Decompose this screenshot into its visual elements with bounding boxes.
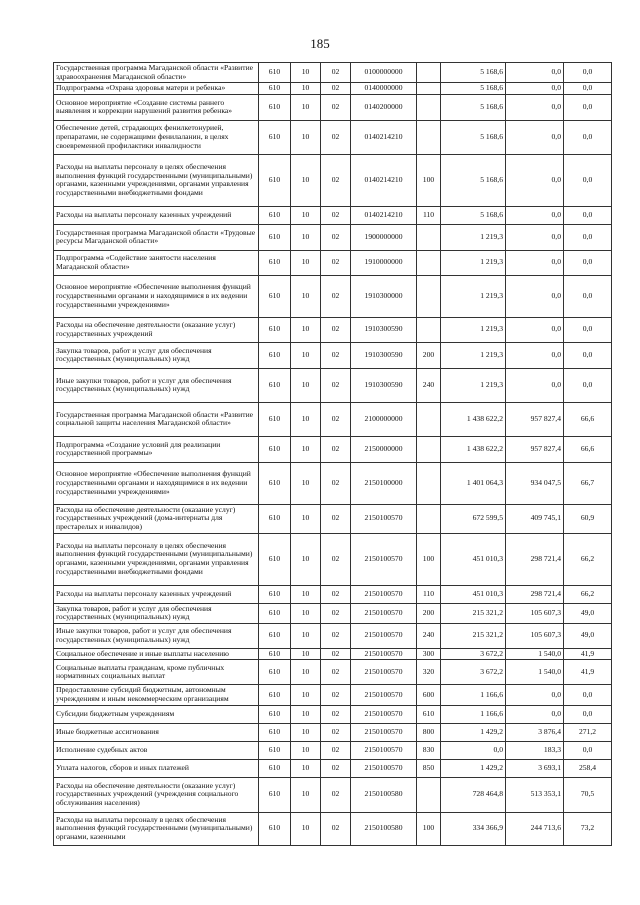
table-row bbox=[54, 648, 612, 660]
cell-sub: 02 bbox=[321, 402, 351, 436]
cell-amount: 451 010,3 bbox=[441, 533, 506, 585]
table-row bbox=[54, 685, 612, 705]
cell-sec: 10 bbox=[291, 402, 321, 436]
cell-amount: 1 401 064,3 bbox=[441, 462, 506, 504]
cell-pct: 271,2 bbox=[564, 723, 612, 741]
cell-name: Государственная программа Магаданской области «Трудовые ресурсы Магаданской области» bbox=[54, 224, 259, 250]
cell-sub: 02 bbox=[321, 603, 351, 623]
cell-gr: 610 bbox=[259, 741, 291, 759]
cell-type: 800 bbox=[417, 723, 441, 741]
cell-sub: 02 bbox=[321, 648, 351, 660]
cell-name: Закупка товаров, работ и услуг для обеспечения государственных (муниципальных) нужд bbox=[54, 603, 259, 623]
cell-type: 240 bbox=[417, 368, 441, 402]
cell-sec: 10 bbox=[291, 250, 321, 275]
cell-pct: 41,9 bbox=[564, 648, 612, 660]
cell-name: Расходы на выплаты персоналу в целях обеспечения выполнения функций государственными (муниципальными) органами, казенными учреждениями, органами управления государственными внебюджетными фондами bbox=[54, 154, 259, 206]
cell-type: 320 bbox=[417, 660, 441, 685]
cell-gr: 610 bbox=[259, 317, 291, 342]
table-row bbox=[54, 342, 612, 368]
cell-sub: 02 bbox=[321, 317, 351, 342]
cell-pct: 66,6 bbox=[564, 402, 612, 436]
cell-gr: 610 bbox=[259, 685, 291, 705]
cell-name: Иные закупки товаров, работ и услуг для обеспечения государственных (муниципальных) нужд bbox=[54, 368, 259, 402]
cell-gr: 610 bbox=[259, 94, 291, 120]
cell-type bbox=[417, 317, 441, 342]
cell-type: 600 bbox=[417, 685, 441, 705]
cell-type bbox=[417, 504, 441, 533]
cell-sec: 10 bbox=[291, 154, 321, 206]
cell-name: Подпрограмма «Создание условий для реализации государственной программы» bbox=[54, 436, 259, 462]
cell-pct: 70,5 bbox=[564, 777, 612, 812]
table-row bbox=[54, 603, 612, 623]
cell-exec: 0,0 bbox=[506, 83, 564, 95]
table-row bbox=[54, 462, 612, 504]
cell-exec: 957 827,4 bbox=[506, 436, 564, 462]
cell-sec: 10 bbox=[291, 206, 321, 224]
table-row bbox=[54, 533, 612, 585]
cell-code: 2150000000 bbox=[351, 436, 417, 462]
cell-code: 1910300000 bbox=[351, 275, 417, 317]
cell-pct: 0,0 bbox=[564, 342, 612, 368]
cell-name: Субсидии бюджетным учреждениям bbox=[54, 705, 259, 723]
table-row bbox=[54, 83, 612, 95]
cell-gr: 610 bbox=[259, 812, 291, 845]
cell-sec: 10 bbox=[291, 504, 321, 533]
cell-code: 1910300590 bbox=[351, 342, 417, 368]
cell-amount: 1 219,3 bbox=[441, 224, 506, 250]
cell-sec: 10 bbox=[291, 83, 321, 95]
cell-sub: 02 bbox=[321, 533, 351, 585]
cell-pct: 0,0 bbox=[564, 741, 612, 759]
cell-amount: 1 429,2 bbox=[441, 759, 506, 777]
cell-gr: 610 bbox=[259, 648, 291, 660]
cell-code: 0140214210 bbox=[351, 206, 417, 224]
cell-code: 2150100570 bbox=[351, 648, 417, 660]
cell-pct: 0,0 bbox=[564, 154, 612, 206]
cell-gr: 610 bbox=[259, 402, 291, 436]
cell-sec: 10 bbox=[291, 741, 321, 759]
cell-pct: 0,0 bbox=[564, 368, 612, 402]
cell-sub: 02 bbox=[321, 154, 351, 206]
cell-sec: 10 bbox=[291, 685, 321, 705]
cell-exec: 3 693,1 bbox=[506, 759, 564, 777]
cell-code: 1910300590 bbox=[351, 317, 417, 342]
cell-sec: 10 bbox=[291, 120, 321, 154]
cell-sub: 02 bbox=[321, 660, 351, 685]
cell-code: 2150100570 bbox=[351, 741, 417, 759]
table-row bbox=[54, 660, 612, 685]
cell-sub: 02 bbox=[321, 275, 351, 317]
cell-sec: 10 bbox=[291, 224, 321, 250]
cell-gr: 610 bbox=[259, 275, 291, 317]
cell-gr: 610 bbox=[259, 623, 291, 648]
cell-type: 100 bbox=[417, 812, 441, 845]
cell-name: Расходы на выплаты персоналу казенных учреждений bbox=[54, 585, 259, 603]
cell-gr: 610 bbox=[259, 759, 291, 777]
cell-pct: 0,0 bbox=[564, 275, 612, 317]
cell-pct: 0,0 bbox=[564, 317, 612, 342]
cell-code: 2150100570 bbox=[351, 585, 417, 603]
cell-sec: 10 bbox=[291, 533, 321, 585]
cell-amount: 1 166,6 bbox=[441, 705, 506, 723]
cell-amount: 1 438 622,2 bbox=[441, 402, 506, 436]
cell-exec: 3 876,4 bbox=[506, 723, 564, 741]
cell-sec: 10 bbox=[291, 342, 321, 368]
cell-type: 110 bbox=[417, 206, 441, 224]
table-row bbox=[54, 402, 612, 436]
cell-name: Расходы на обеспечение деятельности (оказание услуг) государственных учреждений (дома-интернаты для престарелых и инвалидов) bbox=[54, 504, 259, 533]
cell-gr: 610 bbox=[259, 63, 291, 83]
cell-code: 2150100570 bbox=[351, 759, 417, 777]
cell-pct: 0,0 bbox=[564, 83, 612, 95]
cell-pct: 66,6 bbox=[564, 436, 612, 462]
cell-exec: 957 827,4 bbox=[506, 402, 564, 436]
cell-gr: 610 bbox=[259, 705, 291, 723]
cell-code: 2150100570 bbox=[351, 504, 417, 533]
cell-code: 0140000000 bbox=[351, 83, 417, 95]
cell-type: 850 bbox=[417, 759, 441, 777]
table-row bbox=[54, 224, 612, 250]
cell-type bbox=[417, 94, 441, 120]
cell-name: Предоставление субсидий бюджетным, автономным учреждениям и иным некоммерческим организациям bbox=[54, 685, 259, 705]
cell-sec: 10 bbox=[291, 436, 321, 462]
cell-exec: 0,0 bbox=[506, 342, 564, 368]
table-row bbox=[54, 63, 612, 83]
cell-type: 300 bbox=[417, 648, 441, 660]
cell-gr: 610 bbox=[259, 462, 291, 504]
cell-pct: 49,0 bbox=[564, 603, 612, 623]
cell-sec: 10 bbox=[291, 603, 321, 623]
cell-amount: 215 321,2 bbox=[441, 623, 506, 648]
cell-amount: 1 219,3 bbox=[441, 275, 506, 317]
cell-name: Основное мероприятие «Создание системы раннего выявления и коррекции нарушений развития ребенка» bbox=[54, 94, 259, 120]
table-row bbox=[54, 317, 612, 342]
table-row bbox=[54, 94, 612, 120]
cell-sec: 10 bbox=[291, 777, 321, 812]
cell-name: Закупка товаров, работ и услуг для обеспечения государственных (муниципальных) нужд bbox=[54, 342, 259, 368]
table-row bbox=[54, 623, 612, 648]
table-row bbox=[54, 120, 612, 154]
cell-sub: 02 bbox=[321, 705, 351, 723]
page-number: 185 bbox=[310, 36, 330, 51]
cell-amount: 5 168,6 bbox=[441, 154, 506, 206]
cell-exec: 0,0 bbox=[506, 685, 564, 705]
cell-amount: 1 438 622,2 bbox=[441, 436, 506, 462]
cell-amount: 1 429,2 bbox=[441, 723, 506, 741]
cell-name: Социальное обеспечение и иные выплаты населению bbox=[54, 648, 259, 660]
cell-gr: 610 bbox=[259, 777, 291, 812]
table-row bbox=[54, 723, 612, 741]
cell-pct: 0,0 bbox=[564, 705, 612, 723]
cell-type: 240 bbox=[417, 623, 441, 648]
cell-amount: 728 464,8 bbox=[441, 777, 506, 812]
cell-exec: 105 607,3 bbox=[506, 623, 564, 648]
cell-sub: 02 bbox=[321, 685, 351, 705]
cell-name: Исполнение судебных актов bbox=[54, 741, 259, 759]
cell-amount: 0,0 bbox=[441, 741, 506, 759]
cell-type bbox=[417, 777, 441, 812]
cell-type: 830 bbox=[417, 741, 441, 759]
cell-gr: 610 bbox=[259, 660, 291, 685]
table-row bbox=[54, 812, 612, 845]
cell-type bbox=[417, 83, 441, 95]
cell-type bbox=[417, 275, 441, 317]
cell-sub: 02 bbox=[321, 759, 351, 777]
cell-amount: 3 672,2 bbox=[441, 660, 506, 685]
cell-pct: 66,7 bbox=[564, 462, 612, 504]
cell-sub: 02 bbox=[321, 504, 351, 533]
cell-sub: 02 bbox=[321, 812, 351, 845]
cell-name: Подпрограмма «Содействие занятости населения Магаданской области» bbox=[54, 250, 259, 275]
cell-type bbox=[417, 402, 441, 436]
cell-code: 2150100570 bbox=[351, 705, 417, 723]
cell-type bbox=[417, 436, 441, 462]
cell-name: Расходы на обеспечение деятельности (оказание услуг) государственных учреждений bbox=[54, 317, 259, 342]
cell-sub: 02 bbox=[321, 436, 351, 462]
cell-type: 100 bbox=[417, 154, 441, 206]
cell-exec: 934 047,5 bbox=[506, 462, 564, 504]
table-row bbox=[54, 275, 612, 317]
cell-amount: 334 366,9 bbox=[441, 812, 506, 845]
cell-amount: 5 168,6 bbox=[441, 206, 506, 224]
cell-exec: 0,0 bbox=[506, 368, 564, 402]
cell-gr: 610 bbox=[259, 504, 291, 533]
cell-name: Основное мероприятие «Обеспечение выполнения функций государственными органами и находящимися в их ведении государственными учреждениями» bbox=[54, 462, 259, 504]
cell-code: 2150100000 bbox=[351, 462, 417, 504]
cell-sec: 10 bbox=[291, 660, 321, 685]
cell-gr: 610 bbox=[259, 206, 291, 224]
cell-code: 0140200000 bbox=[351, 94, 417, 120]
cell-type: 100 bbox=[417, 533, 441, 585]
cell-amount: 1 219,3 bbox=[441, 342, 506, 368]
cell-amount: 1 219,3 bbox=[441, 368, 506, 402]
cell-exec: 513 353,1 bbox=[506, 777, 564, 812]
cell-code: 2150100570 bbox=[351, 660, 417, 685]
cell-sub: 02 bbox=[321, 623, 351, 648]
cell-sec: 10 bbox=[291, 623, 321, 648]
cell-name: Подпрограмма «Охрана здоровья матери и ребенка» bbox=[54, 83, 259, 95]
cell-pct: 41,9 bbox=[564, 660, 612, 685]
cell-name: Обеспечение детей, страдающих фенилкетонурией, препаратами, не содержащими фенилаланин, в целях своевременной профилактики инвалидности bbox=[54, 120, 259, 154]
cell-type bbox=[417, 63, 441, 83]
cell-exec: 244 713,6 bbox=[506, 812, 564, 845]
cell-sub: 02 bbox=[321, 63, 351, 83]
cell-amount: 1 166,6 bbox=[441, 685, 506, 705]
cell-pct: 0,0 bbox=[564, 206, 612, 224]
cell-sub: 02 bbox=[321, 585, 351, 603]
cell-pct: 49,0 bbox=[564, 623, 612, 648]
cell-exec: 0,0 bbox=[506, 705, 564, 723]
cell-exec: 0,0 bbox=[506, 317, 564, 342]
cell-amount: 451 010,3 bbox=[441, 585, 506, 603]
cell-name: Расходы на обеспечение деятельности (оказание услуг) государственных учреждений (учреждения социального обслуживания населения) bbox=[54, 777, 259, 812]
cell-name: Уплата налогов, сборов и иных платежей bbox=[54, 759, 259, 777]
table-row bbox=[54, 741, 612, 759]
cell-gr: 610 bbox=[259, 224, 291, 250]
cell-amount: 215 321,2 bbox=[441, 603, 506, 623]
cell-amount: 672 599,5 bbox=[441, 504, 506, 533]
cell-sub: 02 bbox=[321, 206, 351, 224]
cell-exec: 298 721,4 bbox=[506, 585, 564, 603]
table-row bbox=[54, 154, 612, 206]
cell-sub: 02 bbox=[321, 368, 351, 402]
cell-type: 200 bbox=[417, 342, 441, 368]
cell-pct: 0,0 bbox=[564, 63, 612, 83]
cell-pct: 66,2 bbox=[564, 533, 612, 585]
cell-pct: 0,0 bbox=[564, 685, 612, 705]
cell-pct: 66,2 bbox=[564, 585, 612, 603]
cell-exec: 0,0 bbox=[506, 206, 564, 224]
table-row bbox=[54, 368, 612, 402]
cell-sub: 02 bbox=[321, 777, 351, 812]
cell-pct: 73,2 bbox=[564, 812, 612, 845]
cell-amount: 5 168,6 bbox=[441, 63, 506, 83]
cell-exec: 183,3 bbox=[506, 741, 564, 759]
cell-pct: 0,0 bbox=[564, 94, 612, 120]
cell-gr: 610 bbox=[259, 120, 291, 154]
cell-gr: 610 bbox=[259, 436, 291, 462]
cell-code: 1910300590 bbox=[351, 368, 417, 402]
cell-sec: 10 bbox=[291, 723, 321, 741]
cell-sec: 10 bbox=[291, 812, 321, 845]
cell-sec: 10 bbox=[291, 648, 321, 660]
cell-exec: 0,0 bbox=[506, 63, 564, 83]
cell-type bbox=[417, 224, 441, 250]
cell-amount: 5 168,6 bbox=[441, 120, 506, 154]
cell-sec: 10 bbox=[291, 462, 321, 504]
cell-amount: 3 672,2 bbox=[441, 648, 506, 660]
cell-code: 2100000000 bbox=[351, 402, 417, 436]
cell-type: 200 bbox=[417, 603, 441, 623]
cell-sec: 10 bbox=[291, 705, 321, 723]
cell-code: 0100000000 bbox=[351, 63, 417, 83]
cell-code: 2150100570 bbox=[351, 623, 417, 648]
cell-sec: 10 bbox=[291, 94, 321, 120]
cell-type: 110 bbox=[417, 585, 441, 603]
cell-exec: 1 540,0 bbox=[506, 660, 564, 685]
cell-sub: 02 bbox=[321, 741, 351, 759]
cell-name: Иные закупки товаров, работ и услуг для обеспечения государственных (муниципальных) нужд bbox=[54, 623, 259, 648]
table-row bbox=[54, 206, 612, 224]
cell-sub: 02 bbox=[321, 342, 351, 368]
cell-sub: 02 bbox=[321, 120, 351, 154]
cell-exec: 0,0 bbox=[506, 224, 564, 250]
cell-code: 2150100570 bbox=[351, 685, 417, 705]
cell-exec: 298 721,4 bbox=[506, 533, 564, 585]
cell-sub: 02 bbox=[321, 83, 351, 95]
cell-gr: 610 bbox=[259, 154, 291, 206]
cell-pct: 258,4 bbox=[564, 759, 612, 777]
cell-sec: 10 bbox=[291, 368, 321, 402]
cell-sub: 02 bbox=[321, 462, 351, 504]
cell-amount: 1 219,3 bbox=[441, 317, 506, 342]
cell-gr: 610 bbox=[259, 83, 291, 95]
cell-exec: 409 745,1 bbox=[506, 504, 564, 533]
cell-amount: 5 168,6 bbox=[441, 94, 506, 120]
cell-sub: 02 bbox=[321, 224, 351, 250]
cell-gr: 610 bbox=[259, 533, 291, 585]
cell-name: Государственная программа Магаданской области «Развитие социальной защиты населения Магаданской области» bbox=[54, 402, 259, 436]
cell-pct: 60,9 bbox=[564, 504, 612, 533]
table-row bbox=[54, 504, 612, 533]
cell-name: Расходы на выплаты персоналу казенных учреждений bbox=[54, 206, 259, 224]
cell-exec: 105 607,3 bbox=[506, 603, 564, 623]
cell-code: 2150100570 bbox=[351, 603, 417, 623]
cell-type bbox=[417, 462, 441, 504]
cell-code: 2150100570 bbox=[351, 533, 417, 585]
cell-name: Расходы на выплаты персоналу в целях обеспечения выполнения функций государственными (муниципальными) органами, казенными bbox=[54, 812, 259, 845]
cell-sub: 02 bbox=[321, 94, 351, 120]
cell-pct: 0,0 bbox=[564, 120, 612, 154]
table-row bbox=[54, 436, 612, 462]
cell-gr: 610 bbox=[259, 368, 291, 402]
table-row bbox=[54, 759, 612, 777]
cell-name: Социальные выплаты гражданам, кроме публичных нормативных социальных выплат bbox=[54, 660, 259, 685]
cell-type: 610 bbox=[417, 705, 441, 723]
cell-name: Расходы на выплаты персоналу в целях обеспечения выполнения функций государственными (муниципальными) органами, казенными учреждениями, органами управления государственными внебюджетными фондами bbox=[54, 533, 259, 585]
table-row bbox=[54, 585, 612, 603]
table-row bbox=[54, 777, 612, 812]
cell-gr: 610 bbox=[259, 723, 291, 741]
budget-table bbox=[53, 62, 612, 846]
cell-exec: 1 540,0 bbox=[506, 648, 564, 660]
cell-exec: 0,0 bbox=[506, 275, 564, 317]
cell-exec: 0,0 bbox=[506, 94, 564, 120]
cell-gr: 610 bbox=[259, 342, 291, 368]
cell-code: 1900000000 bbox=[351, 224, 417, 250]
cell-code: 2150100580 bbox=[351, 812, 417, 845]
cell-type bbox=[417, 120, 441, 154]
cell-pct: 0,0 bbox=[564, 224, 612, 250]
cell-code: 0140214210 bbox=[351, 120, 417, 154]
table-row bbox=[54, 250, 612, 275]
cell-amount: 1 219,3 bbox=[441, 250, 506, 275]
cell-amount: 5 168,6 bbox=[441, 83, 506, 95]
cell-code: 2150100570 bbox=[351, 723, 417, 741]
cell-exec: 0,0 bbox=[506, 120, 564, 154]
cell-name: Основное мероприятие «Обеспечение выполнения функций государственными органами и находящимися в их ведении государственными учреждениями» bbox=[54, 275, 259, 317]
cell-code: 2150100580 bbox=[351, 777, 417, 812]
cell-exec: 0,0 bbox=[506, 250, 564, 275]
cell-sub: 02 bbox=[321, 250, 351, 275]
cell-gr: 610 bbox=[259, 250, 291, 275]
cell-code: 1910000000 bbox=[351, 250, 417, 275]
cell-name: Государственная программа Магаданской области «Развитие здравоохранения Магаданской области» bbox=[54, 63, 259, 83]
cell-sec: 10 bbox=[291, 759, 321, 777]
cell-gr: 610 bbox=[259, 603, 291, 623]
cell-exec: 0,0 bbox=[506, 154, 564, 206]
cell-name: Иные бюджетные ассигнования bbox=[54, 723, 259, 741]
cell-sub: 02 bbox=[321, 723, 351, 741]
cell-pct: 0,0 bbox=[564, 250, 612, 275]
cell-code: 0140214210 bbox=[351, 154, 417, 206]
cell-type bbox=[417, 250, 441, 275]
cell-sec: 10 bbox=[291, 317, 321, 342]
table-row bbox=[54, 705, 612, 723]
cell-sec: 10 bbox=[291, 585, 321, 603]
cell-gr: 610 bbox=[259, 585, 291, 603]
cell-sec: 10 bbox=[291, 275, 321, 317]
cell-sec: 10 bbox=[291, 63, 321, 83]
